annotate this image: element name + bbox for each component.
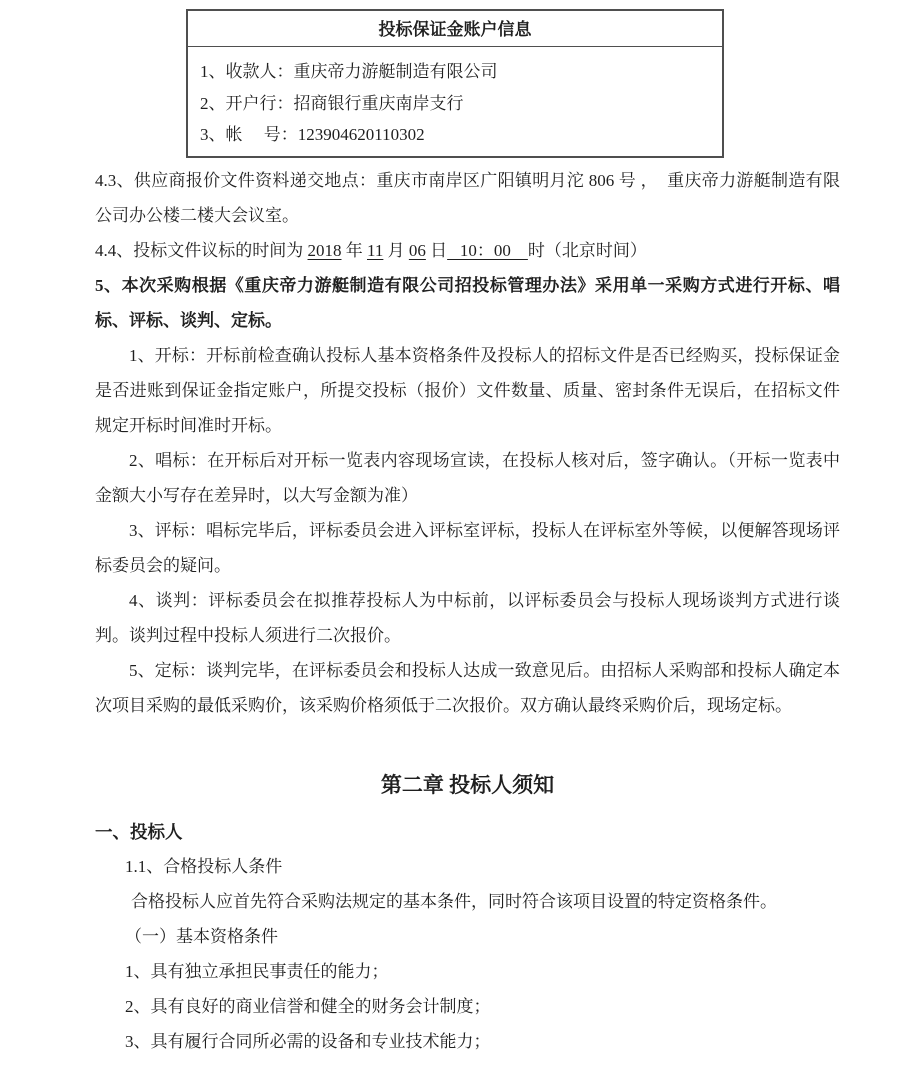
basic-qualification-item-3: 3、具有履行合同所必需的设备和专业技术能力； [125, 1031, 491, 1051]
bond-table-body [188, 47, 722, 156]
section-1-1-body: 合格投标人应首先符合采购法规定的基本条件，同时符合该项目设置的特定资格条件。 [131, 891, 777, 911]
bid-time-year: 2018 [307, 240, 342, 260]
para-4-3-delivery-address: 4.3、供应商报价文件资料递交地点：重庆市南岸区广阳镇明月沱 806 号 ， 重庆帝力游艇制造有限公司办公楼二楼大会议室。 [95, 170, 840, 225]
basic-qualification-title: （一）基本资格条件 [125, 926, 278, 946]
bid-time-sep-year: 年 [341, 240, 367, 260]
bid-time-day: 06 [408, 240, 426, 260]
para-5-procurement-method: 5、本次采购根据《重庆帝力游艇制造有限公司招投标管理办法》采用单一采购方式进行开标、唱标、评标、谈判、定标。 [95, 275, 840, 330]
para-step-5-bid-award: 5、定标：谈判完毕，在评标委员会和投标人达成一致意见后。由招标人采购部和投标人确定本次项目采购的最低采购价，该采购价格须低于二次报价。双方确认最终采购价后，现场定标。 [95, 660, 840, 715]
para-step-2-bid-announcing: 2、唱标：在开标后对开标一览表内容现场宣读，在投标人核对后，签字确认。（开标一览表中金额大小写存在差异时，以大写金额为准） [95, 450, 840, 505]
bid-time-clock: 10：00 [447, 240, 528, 260]
section-1-1-title: 1.1、合格投标人条件 [125, 856, 283, 876]
bond-row-bank: 2、开户行：招商银行重庆南岸支行 [200, 93, 464, 113]
bid-time-suffix: 时（北京时间） [527, 240, 647, 260]
para-4-4-bid-time [95, 233, 840, 268]
basic-qualification-item-2: 2、具有良好的商业信誉和健全的财务会计制度； [125, 996, 491, 1016]
bid-time-prefix: 4.4、投标文件议标的时间为 [95, 240, 308, 260]
para-step-3-bid-evaluation: 3、评标：唱标完毕后，评标委员会进入评标室评标，投标人在评标室外等候，以便解答现场评标委员会的疑问。 [95, 520, 840, 575]
para-step-4-negotiation: 4、谈判：评标委员会在拟推荐投标人为中标前，以评标委员会与投标人现场谈判方式进行谈判。谈判过程中投标人须进行二次报价。 [95, 590, 840, 645]
bond-row-account-number: 3、帐 号：123904620110302 [200, 125, 425, 144]
document-body [95, 163, 840, 1059]
basic-qualification-item-1: 1、具有独立承担民事责任的能力； [125, 961, 389, 981]
section-1-bidder-title: 一、投标人 [95, 821, 183, 842]
bond-table-title: 投标保证金账户信息 [188, 11, 722, 47]
bid-time-sep-day: 日 [425, 240, 448, 260]
para-step-1-bid-opening: 1、开标：开标前检查确认投标人基本资格条件及投标人的招标文件是否已经购买，投标保证金是否进账到保证金指定账户，所提交投标（报价）文件数量、质量、密封条件无误后，在招标文件规定开标时间准时开标。 [95, 345, 840, 435]
bid-time-month: 11 [367, 240, 384, 260]
bond-account-table [186, 9, 724, 158]
bond-row-payee: 1、收款人：重庆帝力游艇制造有限公司 [200, 62, 498, 81]
chapter-2-heading: 第二章 投标人须知 [380, 772, 555, 797]
bid-time-sep-month: 月 [383, 240, 409, 260]
